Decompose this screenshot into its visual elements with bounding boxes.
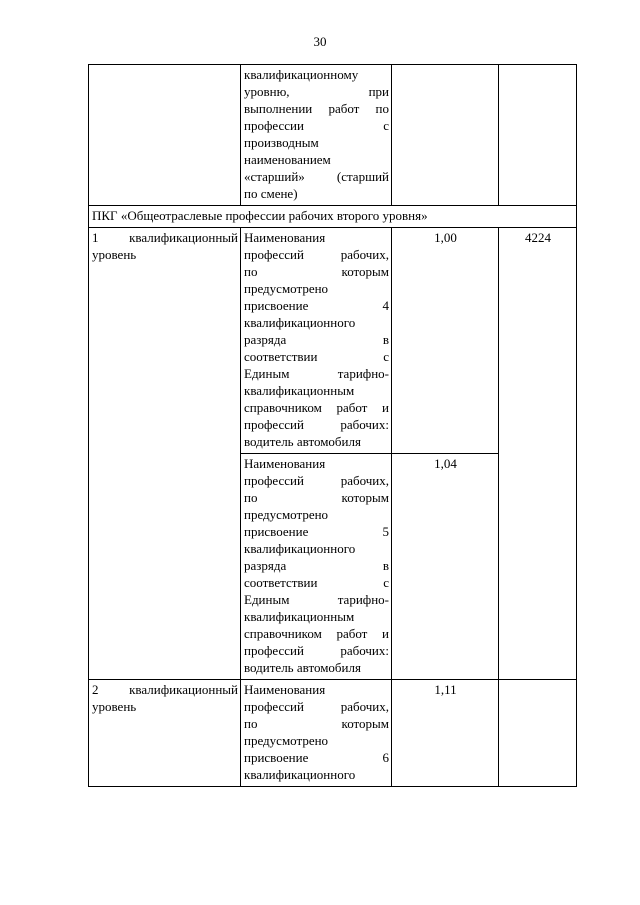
empty-coefficient-cell xyxy=(392,65,499,206)
text-line: профессий рабочих: xyxy=(244,417,389,432)
salary-cell: 4224 xyxy=(499,228,577,680)
page-number: 30 xyxy=(313,34,327,49)
text-line: квалификационного xyxy=(244,541,356,556)
qualification-level-cell xyxy=(89,228,241,680)
text-line: предусмотрено xyxy=(244,733,329,748)
section-header-row xyxy=(89,206,577,228)
text-line: присвоение 5 xyxy=(244,524,389,539)
continuation-row xyxy=(89,65,577,206)
profession-description-cell xyxy=(241,228,392,454)
text-line: присвоение 4 xyxy=(244,298,389,313)
table-row xyxy=(89,680,577,787)
text-line: «старший» (старший xyxy=(244,169,389,184)
text-line: предусмотрено xyxy=(244,507,329,522)
text-line: справочником работ и xyxy=(244,400,389,415)
profession-description-cell xyxy=(241,65,392,206)
text-line: водитель автомобиля xyxy=(244,660,361,675)
empty-level-cell xyxy=(89,65,241,206)
empty-salary-cell xyxy=(499,65,577,206)
empty-salary-cell xyxy=(499,680,577,787)
text-line: производным xyxy=(244,135,319,150)
coefficient-cell: 1,11 xyxy=(392,680,499,787)
text-line: предусмотрено xyxy=(244,281,329,296)
text-line: профессий рабочих, xyxy=(244,247,389,262)
salary-table xyxy=(88,64,577,787)
qualification-level-cell xyxy=(89,680,241,787)
text-line: квалификационным xyxy=(244,383,355,398)
text-line: водитель автомобиля xyxy=(244,434,361,449)
text-line: по которым xyxy=(244,264,389,279)
text-line: профессий рабочих, xyxy=(244,473,389,488)
text-line: по смене) xyxy=(244,186,298,201)
text-line: разряда в xyxy=(244,558,389,573)
text-line: профессии с xyxy=(244,118,389,133)
level-label-line: уровень xyxy=(92,699,137,714)
profession-description-cell xyxy=(241,680,392,787)
level-label-line: 2 квалификационный xyxy=(92,682,238,697)
section-title: ПКГ «Общеотраслевые профессии рабочих второго уровня» xyxy=(89,206,577,228)
level-label-line: уровень xyxy=(92,247,137,262)
text-line: соответствии с xyxy=(244,349,389,364)
text-line: квалификационного xyxy=(244,315,356,330)
text-line: наименованием xyxy=(244,152,331,167)
coefficient-cell: 1,00 xyxy=(392,228,499,454)
text-line: выполнении работ по xyxy=(244,101,389,116)
text-line: Наименования xyxy=(244,230,326,245)
profession-description-cell xyxy=(241,454,392,680)
table-row xyxy=(89,228,577,454)
text-line: квалификационному xyxy=(244,67,359,82)
coefficient-cell: 1,04 xyxy=(392,454,499,680)
level-label-line: 1 квалификационный xyxy=(92,230,238,245)
text-line: уровню, при xyxy=(244,84,389,99)
text-line: справочником работ и xyxy=(244,626,389,641)
text-line: квалификационного xyxy=(244,767,356,782)
text-line: профессий рабочих, xyxy=(244,699,389,714)
text-line: Единым тарифно- xyxy=(244,592,389,607)
text-line: соответствии с xyxy=(244,575,389,590)
text-line: присвоение 6 xyxy=(244,750,389,765)
text-line: по которым xyxy=(244,716,389,731)
text-line: профессий рабочих: xyxy=(244,643,389,658)
text-line: по которым xyxy=(244,490,389,505)
text-line: Единым тарифно- xyxy=(244,366,389,381)
text-line: квалификационным xyxy=(244,609,355,624)
text-line: Наименования xyxy=(244,682,326,697)
text-line: Наименования xyxy=(244,456,326,471)
text-line: разряда в xyxy=(244,332,389,347)
